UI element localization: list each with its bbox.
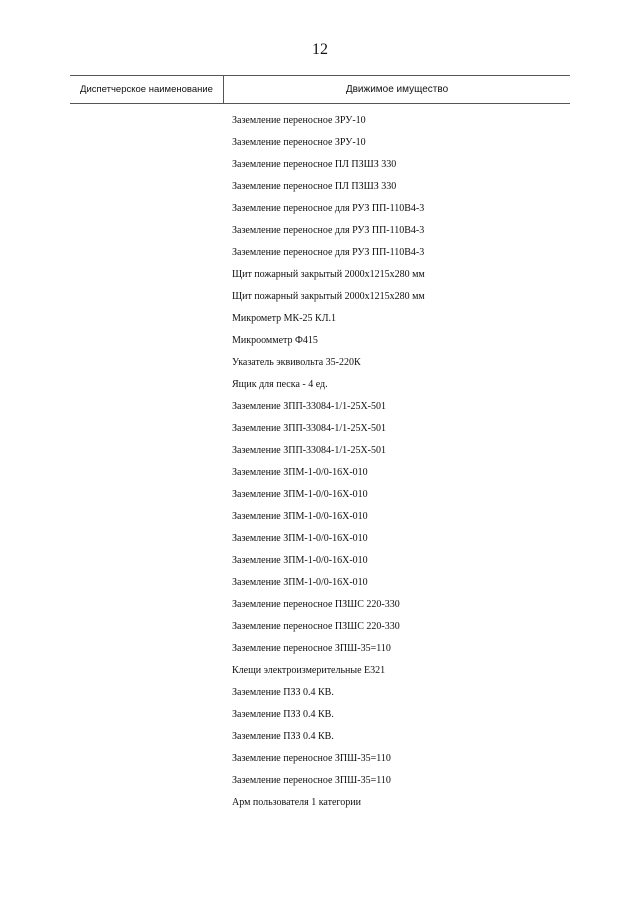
property-item: Заземление ПЗЗ 0.4 КВ. (232, 709, 334, 720)
property-item: Заземление переносное для РУЗ ПП-110В4-3 (232, 225, 425, 236)
property-item: Заземление ЗПМ-1-0/0-16Х-010 (232, 511, 368, 522)
property-item: Клещи электроизмерительные Е321 (232, 665, 386, 676)
property-item: Ящик для песка - 4 ед. (232, 379, 328, 390)
property-item: Заземление переносное ПЛ ПЗШЗ 330 (232, 181, 397, 192)
property-item: Микроомметр Ф415 (232, 335, 318, 346)
property-item: Заземление переносное ПЗШС 220-330 (232, 599, 400, 610)
property-list (232, 113, 562, 817)
property-item: Заземление переносное ЗРУ-10 (232, 137, 366, 148)
property-item: Заземление ПЗЗ 0.4 КВ. (232, 731, 334, 742)
property-item: Заземление ЗПМ-1-0/0-16Х-010 (232, 555, 368, 566)
property-item: Заземление переносное ЗРУ-10 (232, 115, 366, 126)
property-item: Заземление переносное ЗПШ-35=110 (232, 775, 391, 786)
property-item: Щит пожарный закрытый 2000х1215х280 мм (232, 291, 425, 302)
property-item: Заземление ПЗЗ 0.4 КВ. (232, 687, 334, 698)
property-item: Заземление переносное ЗПШ-35=110 (232, 753, 391, 764)
property-item: Заземление ЗПП-33084-1/1-25Х-501 (232, 445, 387, 456)
property-item: Заземление переносное для РУЗ ПП-110В4-3 (232, 247, 425, 258)
property-item: Заземление ЗПМ-1-0/0-16Х-010 (232, 467, 368, 478)
property-item: Микрометр МК-25 КЛ.1 (232, 313, 337, 324)
property-item: Арм пользователя 1 категории (232, 797, 361, 808)
property-item: Заземление переносное ЗПШ-35=110 (232, 643, 391, 654)
property-item: Заземление переносное для РУЗ ПП-110В4-3 (232, 203, 425, 214)
page-number: 12 (312, 41, 328, 58)
column-header-dispatch-name: Диспетчерское наименование (70, 76, 224, 103)
property-item: Заземление ЗПП-33084-1/1-25Х-501 (232, 401, 387, 412)
column-header-movable-property: Движимое имущество (345, 83, 449, 95)
property-item: Заземление ЗПМ-1-0/0-16Х-010 (232, 489, 368, 500)
property-item: Заземление переносное ПЛ ПЗШЗ 330 (232, 159, 397, 170)
property-item: Заземление ЗПМ-1-0/0-16Х-010 (232, 577, 368, 588)
property-item: Заземление ЗПП-33084-1/1-25Х-501 (232, 423, 387, 434)
property-item: Указатель эквивольта 35-220К (232, 357, 361, 368)
property-item: Щит пожарный закрытый 2000х1215х280 мм (232, 269, 425, 280)
property-item: Заземление ЗПМ-1-0/0-16Х-010 (232, 533, 368, 544)
table-header (70, 75, 570, 104)
property-item: Заземление переносное ПЗШС 220-330 (232, 621, 400, 632)
